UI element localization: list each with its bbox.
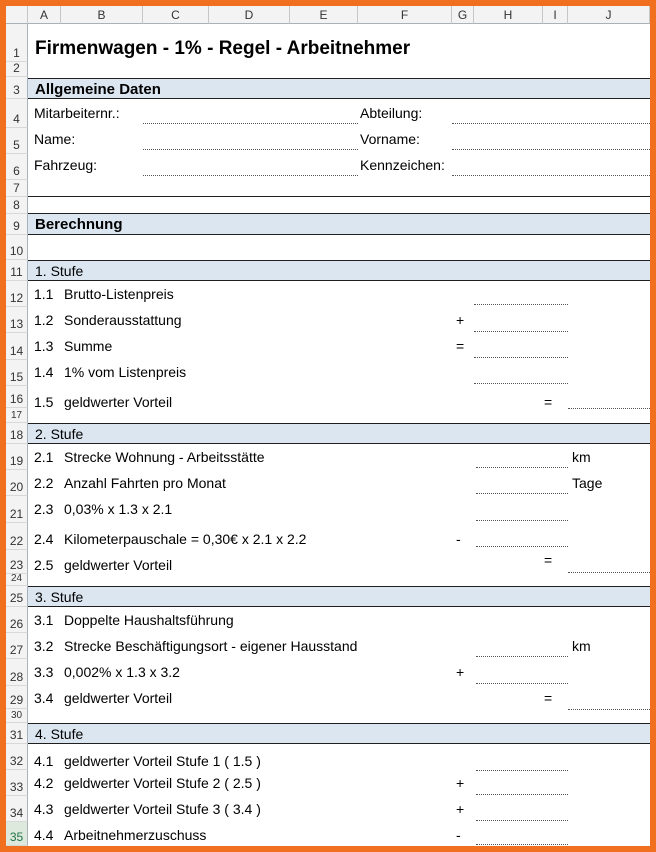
label-fahrzeug: Fahrzeug:	[34, 157, 98, 173]
value-field[interactable]	[476, 493, 568, 494]
item-label: Sonderausstattung	[64, 312, 182, 328]
item-number: 2.3	[34, 501, 54, 517]
row-header[interactable]: 4	[6, 99, 28, 128]
item-label: geldwerter Vorteil Stufe 2 ( 2.5 )	[64, 775, 261, 791]
column-header-b[interactable]: B	[61, 6, 143, 24]
column-header-d[interactable]: D	[209, 6, 290, 24]
operator: +	[456, 312, 465, 328]
item-label: Strecke Beschäftigungsort - eigener Hausstand	[64, 638, 358, 654]
value-field[interactable]	[476, 467, 568, 468]
row-header[interactable]: 8	[6, 197, 28, 214]
label-abteilung: Abteilung:	[360, 105, 423, 121]
row-header[interactable]: 21	[6, 496, 28, 523]
row-header[interactable]: 2	[6, 62, 28, 77]
row-header[interactable]: 9	[6, 214, 28, 235]
row-header[interactable]: 25	[6, 586, 28, 607]
row-header[interactable]: 17	[6, 408, 28, 423]
row-header[interactable]: 31	[6, 723, 28, 744]
column-header-g[interactable]: G	[452, 6, 474, 24]
item-number: 2.2	[34, 475, 54, 491]
column-header-a[interactable]: A	[28, 6, 61, 24]
item-label: Brutto-Listenpreis	[64, 286, 174, 302]
item-number: 4.2	[34, 775, 54, 791]
row-header[interactable]: 10	[6, 235, 28, 260]
item-label: geldwerter Vorteil Stufe 3 ( 3.4 )	[64, 801, 261, 817]
operator: =	[544, 690, 553, 706]
label-mitarbeiternr: Mitarbeiternr.:	[34, 105, 120, 121]
row-header[interactable]: 16	[6, 386, 28, 408]
column-header-c[interactable]: C	[143, 6, 209, 24]
input-name[interactable]	[143, 149, 358, 150]
section-title-stufe4: 4. Stufe	[35, 726, 84, 742]
value-field[interactable]	[476, 844, 568, 845]
row-header[interactable]: 30	[6, 709, 28, 723]
item-label: geldwerter Vorteil	[64, 394, 173, 410]
row-header[interactable]: 6	[6, 154, 28, 180]
row-header[interactable]: 33	[6, 770, 28, 796]
section-title-stufe3: 3. Stufe	[35, 589, 84, 605]
item-number: 1.3	[34, 338, 54, 354]
operator: -	[456, 827, 461, 843]
input-abteilung[interactable]	[452, 123, 650, 124]
section-title-stufe2: 2. Stufe	[35, 426, 84, 442]
unit-label: Tage	[572, 475, 603, 491]
section-band-stufe2	[28, 423, 650, 444]
item-number: 2.1	[34, 449, 54, 465]
row-header[interactable]: 23	[6, 550, 28, 574]
worksheet	[6, 6, 650, 846]
row-header[interactable]: 28	[6, 659, 28, 686]
item-label: Arbeitnehmerzuschuss	[64, 827, 207, 843]
item-number: 4.3	[34, 801, 54, 817]
item-number: 3.3	[34, 664, 54, 680]
label-name: Name:	[34, 131, 76, 147]
value-field[interactable]	[568, 572, 650, 573]
column-header-f[interactable]: F	[358, 6, 452, 24]
section-band-stufe1	[28, 260, 650, 281]
item-number: 3.4	[34, 690, 54, 706]
input-fahrzeug[interactable]	[143, 175, 358, 176]
row-header[interactable]: 26	[6, 607, 28, 633]
row-header[interactable]: 5	[6, 128, 28, 154]
section-band-stufe3	[28, 586, 650, 607]
item-label: Strecke Wohnung - Arbeitsstätte	[64, 449, 265, 465]
operator: +	[456, 664, 465, 680]
item-label: geldwerter Vorteil Stufe 1 ( 1.5 )	[64, 753, 261, 769]
value-field[interactable]	[476, 546, 568, 547]
value-field[interactable]	[568, 709, 650, 710]
page-title: Firmenwagen - 1% - Regel - Arbeitnehmer	[35, 38, 411, 59]
row-header[interactable]: 19	[6, 444, 28, 470]
input-mitarbeiternr[interactable]	[143, 123, 358, 124]
item-number: 1.1	[34, 286, 54, 302]
section-title-berechnung: Berechnung	[35, 216, 123, 233]
item-label: geldwerter Vorteil	[64, 557, 173, 573]
value-field[interactable]	[476, 794, 568, 795]
column-header-e[interactable]: E	[290, 6, 358, 24]
divider	[28, 196, 650, 197]
item-label: 1% vom Listenpreis	[64, 364, 187, 380]
value-field[interactable]	[474, 357, 568, 358]
value-field[interactable]	[474, 331, 568, 332]
unit-label: km	[572, 449, 591, 465]
item-label: 0,002% x 1.3 x 3.2	[64, 664, 180, 680]
item-number: 2.4	[34, 531, 54, 547]
input-vorname[interactable]	[452, 149, 650, 150]
item-label: Summe	[64, 338, 113, 354]
value-field[interactable]	[568, 408, 650, 409]
row-header[interactable]: 34	[6, 796, 28, 822]
section-title-general: Allgemeine Daten	[35, 81, 161, 98]
item-label: Doppelte Haushaltsführung	[64, 612, 234, 628]
item-number: 3.1	[34, 612, 54, 628]
column-header-i[interactable]: I	[543, 6, 568, 24]
row-header[interactable]: 13	[6, 307, 28, 333]
row-header[interactable]: 22	[6, 523, 28, 550]
item-number: 2.5	[34, 557, 54, 573]
item-label: geldwerter Vorteil	[64, 690, 173, 706]
select-all-corner[interactable]	[6, 6, 28, 24]
input-kennzeichen[interactable]	[452, 175, 650, 176]
row-header-selected[interactable]: 35	[6, 822, 28, 846]
label-vorname: Vorname:	[360, 131, 420, 147]
item-number: 4.1	[34, 753, 54, 769]
item-label: Kilometerpauschale = 0,30€ x 2.1 x 2.2	[64, 531, 307, 547]
item-number: 3.2	[34, 638, 54, 654]
value-field[interactable]	[476, 683, 568, 684]
row-header[interactable]: 1	[6, 24, 28, 62]
value-field[interactable]	[474, 383, 568, 384]
value-field[interactable]	[476, 770, 568, 771]
item-label: Anzahl Fahrten pro Monat	[64, 475, 226, 491]
row-header[interactable]: 32	[6, 744, 28, 770]
section-band-stufe4	[28, 723, 650, 744]
label-kennzeichen: Kennzeichen:	[360, 157, 445, 173]
row-header[interactable]: 20	[6, 470, 28, 496]
row-header[interactable]: 27	[6, 633, 28, 659]
operator: +	[456, 801, 465, 817]
item-number: 1.2	[34, 312, 54, 328]
value-field[interactable]	[476, 656, 568, 657]
item-number: 1.4	[34, 364, 54, 380]
column-header-h[interactable]: H	[474, 6, 543, 24]
value-field[interactable]	[476, 820, 568, 821]
row-header[interactable]: 15	[6, 360, 28, 386]
row-header[interactable]: 7	[6, 180, 28, 197]
item-label: 0,03% x 1.3 x 2.1	[64, 501, 173, 517]
row-header[interactable]: 3	[6, 77, 28, 99]
operator: +	[456, 775, 465, 791]
row-header[interactable]: 29	[6, 686, 28, 709]
operator: =	[456, 338, 465, 354]
value-field[interactable]	[474, 304, 568, 305]
unit-label: km	[572, 638, 591, 654]
operator: =	[544, 552, 553, 568]
column-header-j[interactable]: J	[568, 6, 650, 24]
operator: -	[456, 531, 461, 547]
item-number: 4.4	[34, 827, 54, 843]
row-header[interactable]: 18	[6, 423, 28, 444]
section-title-stufe1: 1. Stufe	[35, 263, 84, 279]
item-number: 1.5	[34, 394, 54, 410]
row-header[interactable]: 24	[6, 574, 28, 586]
row-header[interactable]: 11	[6, 260, 28, 281]
row-header[interactable]: 14	[6, 333, 28, 360]
row-header[interactable]: 12	[6, 281, 28, 307]
operator: =	[544, 394, 553, 410]
value-field[interactable]	[476, 520, 568, 521]
